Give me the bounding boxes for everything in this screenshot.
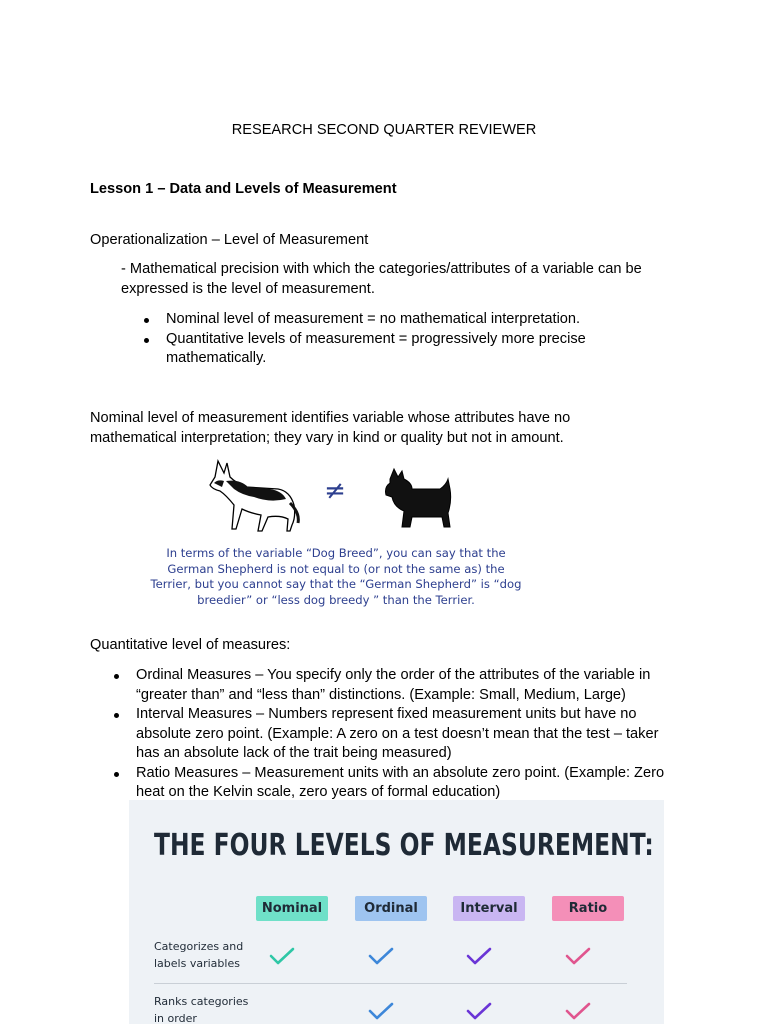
- bullet-dot: [114, 772, 119, 777]
- check-icon: [565, 946, 591, 966]
- dog-illustrations: [150, 455, 530, 545]
- level-tag-interval: Interval: [453, 896, 525, 921]
- bullet-dot: [144, 318, 149, 323]
- bullet-list-quantitative: [136, 666, 686, 803]
- document-title: RESEARCH SECOND QUARTER REVIEWER: [231, 122, 537, 138]
- list-item: [136, 666, 686, 705]
- list-item-text: Quantitative levels of measurement = progressively more precise mathematically.: [166, 330, 586, 366]
- level-tag-ordinal: Ordinal: [355, 896, 427, 921]
- german-shepherd-icon: [210, 461, 298, 531]
- list-item-text: Ratio Measures – Measurement units with an absolute zero point. (Example: Zero heat on the Kelvin scale, zero years of formal education): [136, 764, 665, 800]
- section-heading-operationalization: Operationalization – Level of Measurement: [90, 232, 369, 248]
- bullet-dot: [144, 338, 149, 343]
- check-icon: [368, 1001, 394, 1021]
- list-item-text: Interval Measures – Numbers represent fixed measurement units but have no absolute zero point. (Example: A zero on a test doesn’t mean that the test – taker has an absolute lack of the trait being measured): [136, 706, 659, 761]
- list-item-text: Ordinal Measures – You specify only the order of the attributes of the variable in “greater than” and “less than” distinctions. (Example: Small, Medium, Large): [136, 667, 651, 703]
- check-icon: [269, 946, 295, 966]
- list-item-text: Nominal level of measurement = no mathematical interpretation.: [166, 311, 581, 327]
- bullet-list-levels: [166, 310, 646, 369]
- row-label-line: Ranks categories: [154, 995, 249, 1008]
- section-heading-quantitative: Quantitative level of measures:: [90, 637, 291, 653]
- scottish-terrier-icon: [386, 469, 451, 527]
- row-label-line: Categorizes and: [154, 940, 244, 953]
- level-tag-nominal: Nominal: [256, 896, 328, 921]
- bullet-dot: [114, 713, 119, 718]
- levels-infographic: [129, 800, 664, 1024]
- lesson-heading: Lesson 1 – Data and Levels of Measurement: [90, 181, 397, 197]
- infographic-title: THE FOUR LEVELS OF MEASUREMENT:: [154, 828, 654, 863]
- bullet-dot: [114, 674, 119, 679]
- row-label-ranks: [154, 993, 248, 1024]
- level-tag-ratio: Ratio: [552, 896, 624, 921]
- check-icon: [368, 946, 394, 966]
- check-icon: [466, 946, 492, 966]
- list-item: [166, 330, 646, 369]
- list-item: [136, 705, 686, 764]
- not-equal-symbol: ≠: [324, 476, 346, 506]
- row-divider: [154, 983, 627, 984]
- list-item: [166, 310, 646, 330]
- definition-paragraph: - Mathematical precision with which the categories/attributes of a variable can be expressed is the level of measurement.: [121, 261, 642, 297]
- check-icon: [565, 1001, 591, 1021]
- row-label-line: labels variables: [154, 957, 240, 970]
- row-label-line: in order: [154, 1012, 197, 1024]
- row-label-categorizes: [154, 938, 243, 972]
- list-item: [136, 764, 686, 803]
- check-icon: [466, 1001, 492, 1021]
- nominal-paragraph: Nominal level of measurement identifies variable whose attributes have no mathematical interpretation; they vary in kind or quality but not in amount.: [90, 410, 571, 446]
- dog-figure-caption: In terms of the variable “Dog Breed”, you can say that the German Shepherd is not equal to (or not the same as) the Terrier, but you cannot say that the “German Shepherd” is “dog breedier” or “less dog breedy ” than the Terrier.: [150, 546, 522, 607]
